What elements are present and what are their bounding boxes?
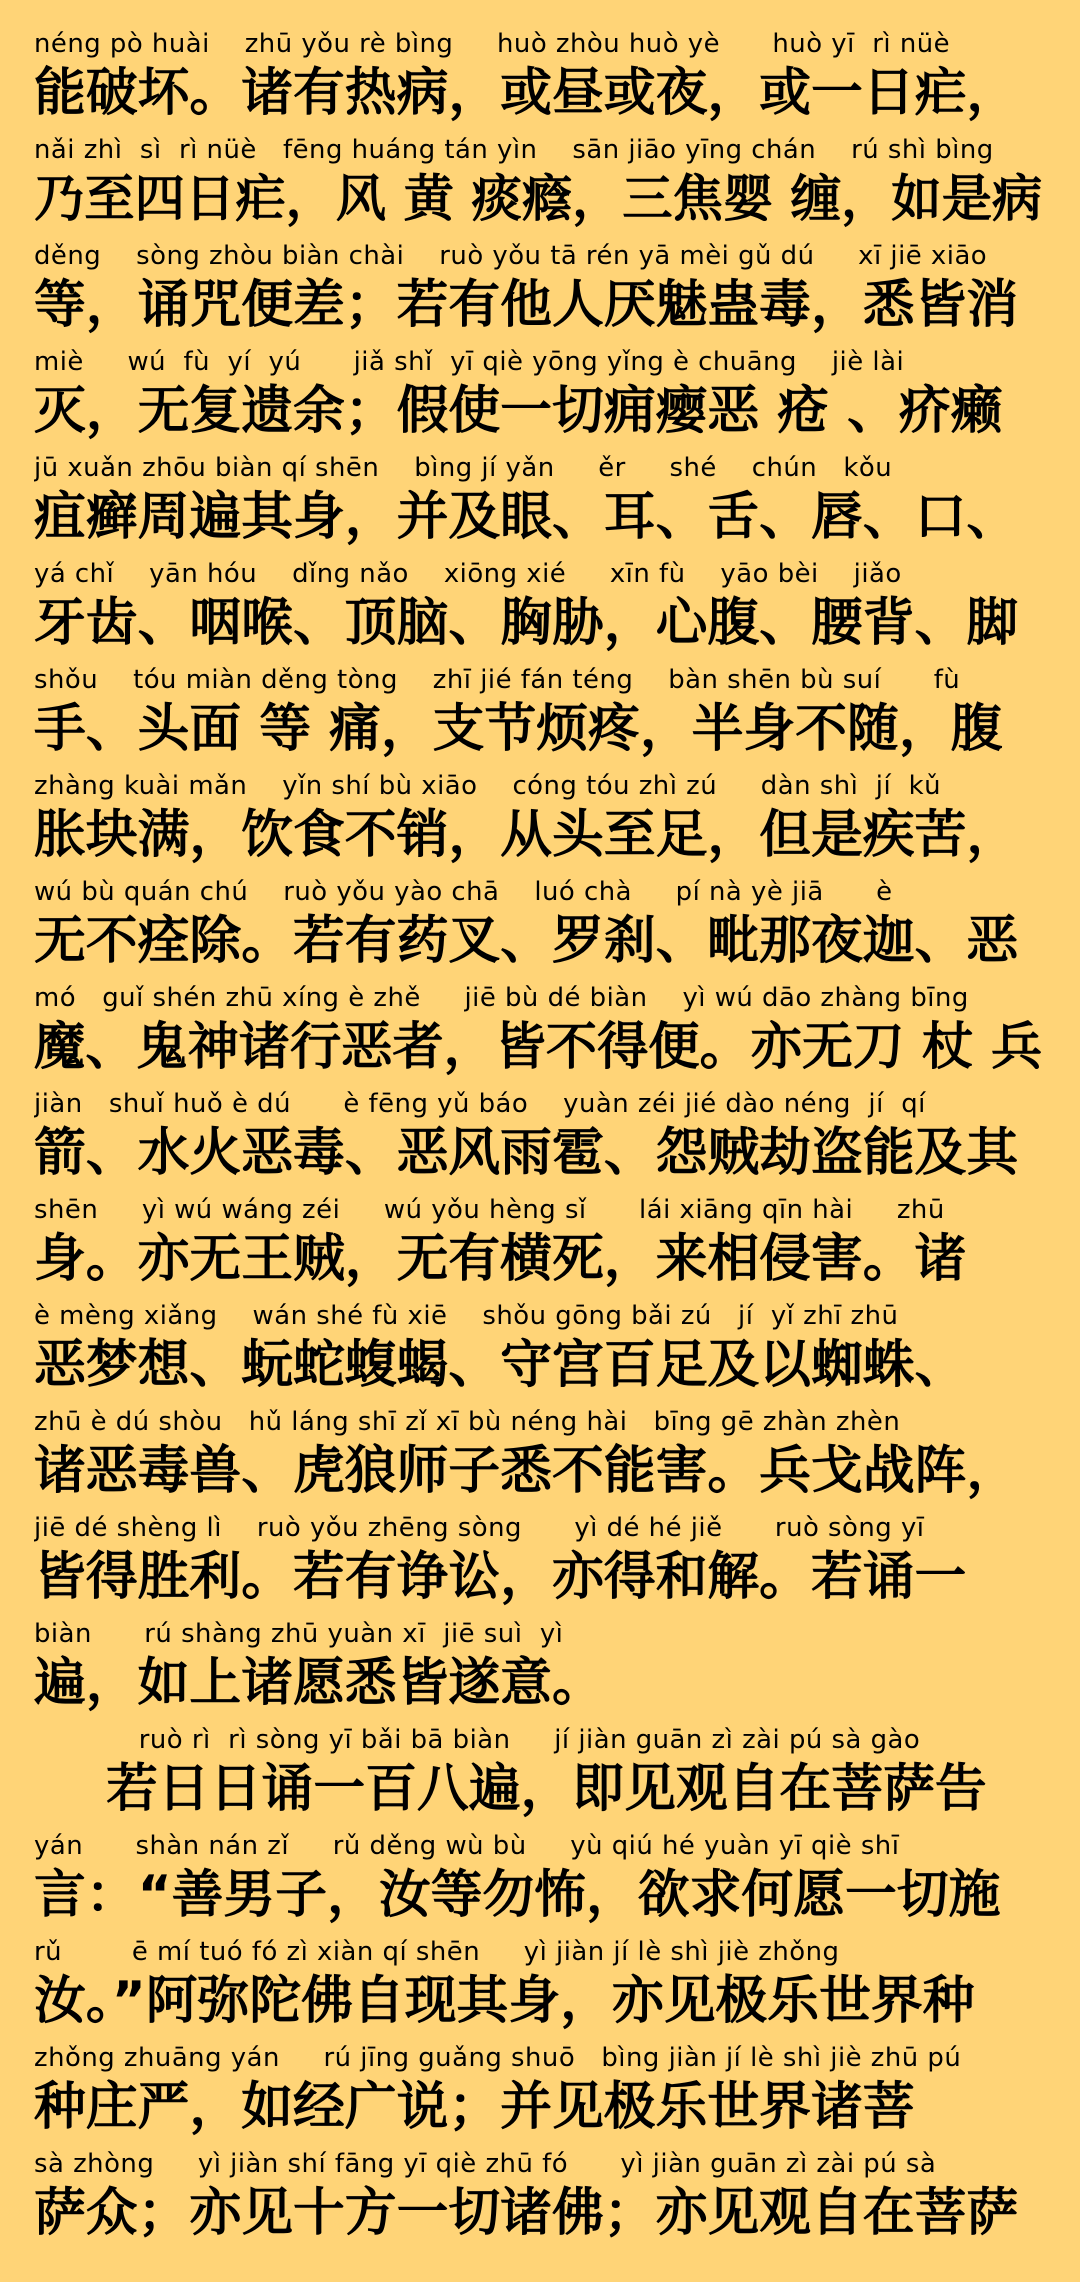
pinyin-annotation: zhàng kuài mǎn yǐn shí bù xiāo cóng tóu zhì zú dàn shì jí kǔ bbox=[34, 771, 942, 801]
text-line bbox=[34, 344, 1046, 448]
chinese-text: 身。亦无王贼，无有横死，来相侵害。诸 bbox=[34, 1229, 967, 1289]
pinyin-annotation: jū xuǎn zhōu biàn qí shēn bìng jí yǎn ěr shé chún kǒu bbox=[34, 453, 893, 483]
pinyin-annotation: jiē dé shèng lì ruò yǒu zhēng sòng yì dé hé jiě ruò sòng yī bbox=[34, 1513, 925, 1543]
text-line bbox=[34, 132, 1046, 236]
text-line bbox=[34, 556, 1046, 660]
pinyin-annotation: rǔ ē mí tuó fó zì xiàn qí shēn yì jiàn jí lè shì jiè zhǒng bbox=[34, 1937, 840, 1967]
chinese-text: 灭，无复遗余；假使一切痈瘿恶 疮 、疥癞 bbox=[34, 381, 1003, 441]
text-line bbox=[34, 1828, 1046, 1932]
text-line bbox=[34, 1086, 1046, 1190]
chinese-text: 遍，如上诸愿悉皆遂意。 bbox=[34, 1653, 604, 1713]
text-line bbox=[34, 768, 1046, 872]
chinese-text: 等，诵咒便差；若有他人厌魅蛊毒，悉皆消 bbox=[34, 275, 1019, 335]
text-line bbox=[34, 1192, 1046, 1296]
pinyin-annotation: yá chǐ yān hóu dǐng nǎo xiōng xié xīn fù yāo bèi jiǎo bbox=[34, 559, 902, 589]
pinyin-annotation: mó guǐ shén zhū xíng è zhě jiē bù dé biàn yì wú dāo zhàng bīng bbox=[34, 983, 969, 1013]
pinyin-annotation: sà zhòng yì jiàn shí fāng yī qiè zhū fó yì jiàn guān zì zài pú sà bbox=[34, 2149, 937, 2179]
pinyin-annotation: biàn rú shàng zhū yuàn xī jiē suì yì bbox=[34, 1619, 564, 1649]
chinese-text: 乃至四日疟，风 黄 痰癊，三焦婴 缠，如是病 bbox=[34, 169, 1043, 228]
text-line bbox=[34, 1404, 1046, 1508]
text-line bbox=[34, 1616, 1046, 1720]
text-line bbox=[34, 2146, 1046, 2250]
pinyin-annotation: è mèng xiǎng wán shé fù xiē shǒu gōng bǎi zú jí yǐ zhī zhū bbox=[34, 1301, 899, 1331]
chinese-text: 魔、鬼神诸行恶者，皆不得便。亦无刀 杖 兵 bbox=[34, 1017, 1043, 1077]
pinyin-annotation: jiàn shuǐ huǒ è dú è fēng yǔ báo yuàn zéi jié dào néng jí qí bbox=[34, 1089, 926, 1119]
chinese-text: 疽癣周遍其身，并及眼、耳、舌、唇、口、 bbox=[34, 487, 1019, 547]
chinese-text: 言：“善男子，汝等勿怖，欲求何愿一切施 bbox=[34, 1865, 1001, 1925]
text-line bbox=[34, 1934, 1046, 2038]
chinese-text: 皆得胜利。若有诤讼，亦得和解。若诵一 bbox=[34, 1547, 967, 1607]
pinyin-annotation: zhū è dú shòu hǔ láng shī zǐ xī bù néng hài bīng gē zhàn zhèn bbox=[34, 1407, 901, 1437]
text-line bbox=[34, 238, 1046, 342]
pinyin-annotation: ruò rì rì sòng yī bǎi bā biàn jí jiàn guān zì zài pú sà gào bbox=[34, 1725, 921, 1755]
pinyin-annotation: néng pò huài zhū yǒu rè bìng huò zhòu huò yè huò yī rì nüè bbox=[34, 29, 951, 59]
chinese-text: 诸恶毒兽、虎狼师子悉不能害。兵戈战阵， bbox=[34, 1441, 1019, 1501]
pinyin-annotation: miè wú fù yí yú jiǎ shǐ yī qiè yōng yǐng è chuāng jiè lài bbox=[34, 347, 905, 377]
text-line bbox=[34, 980, 1046, 1084]
text-line bbox=[34, 874, 1046, 978]
pinyin-annotation: wú bù quán chú ruò yǒu yào chā luó chà pí nà yè jiā è bbox=[34, 877, 893, 907]
pinyin-annotation: nǎi zhì sì rì nüè fēng huáng tán yìn sān jiāo yīng chán rú shì bìng bbox=[34, 135, 994, 165]
pinyin-annotation: yán shàn nán zǐ rǔ děng wù bù yù qiú hé yuàn yī qiè shī bbox=[34, 1831, 900, 1861]
chinese-text: 种庄严，如经广说；并见极乐世界诸菩 bbox=[34, 2077, 915, 2137]
chinese-text: 箭、水火恶毒、恶风雨雹、怨贼劫盗能及其 bbox=[34, 1123, 1019, 1183]
chinese-text: 胀块满，饮食不销，从头至足，但是疾苦， bbox=[34, 805, 1019, 865]
chinese-text: 能破坏。诸有热病，或昼或夜，或一日疟， bbox=[34, 63, 1019, 123]
chinese-text: 牙齿、咽喉、顶脑、胸胁，心腹、腰背、脚 bbox=[34, 593, 1019, 653]
pinyin-annotation: děng sòng zhòu biàn chài ruò yǒu tā rén yā mèi gǔ dú xī jiē xiāo bbox=[34, 241, 988, 271]
chinese-text: 萨众；亦见十方一切诸佛；亦见观自在菩萨 bbox=[34, 2183, 1019, 2243]
text-line bbox=[34, 26, 1046, 130]
text-line bbox=[34, 1298, 1046, 1402]
pinyin-annotation: shēn yì wú wáng zéi wú yǒu hèng sǐ lái xiāng qīn hài zhū bbox=[34, 1195, 945, 1225]
chinese-text: 恶梦想、蚖蛇蝮蝎、守宫百足及以蜘蛛、 bbox=[34, 1335, 967, 1395]
chinese-text: 无不痊除。若有药叉、罗刹、毗那夜迦、恶 bbox=[34, 911, 1019, 971]
chinese-text: 汝。”阿弥陀佛自现其身，亦见极乐世界种 bbox=[34, 1971, 975, 2031]
chinese-text: 若日日诵一百八遍，即见观自在菩萨告 bbox=[34, 1759, 987, 1819]
pinyin-annotation: shǒu tóu miàn děng tòng zhī jié fán téng bàn shēn bù suí fù bbox=[34, 665, 961, 695]
text-line bbox=[34, 1510, 1046, 1614]
text-line bbox=[34, 1722, 1046, 1826]
text-line bbox=[34, 450, 1046, 554]
chinese-text: 手、头面 等 痛，支节烦疼，半身不随，腹 bbox=[34, 699, 1003, 759]
text-line bbox=[34, 662, 1046, 766]
pinyin-annotation: zhǒng zhuāng yán rú jīng guǎng shuō bìng jiàn jí lè shì jiè zhū pú bbox=[34, 2043, 962, 2073]
text-line bbox=[34, 2040, 1046, 2144]
